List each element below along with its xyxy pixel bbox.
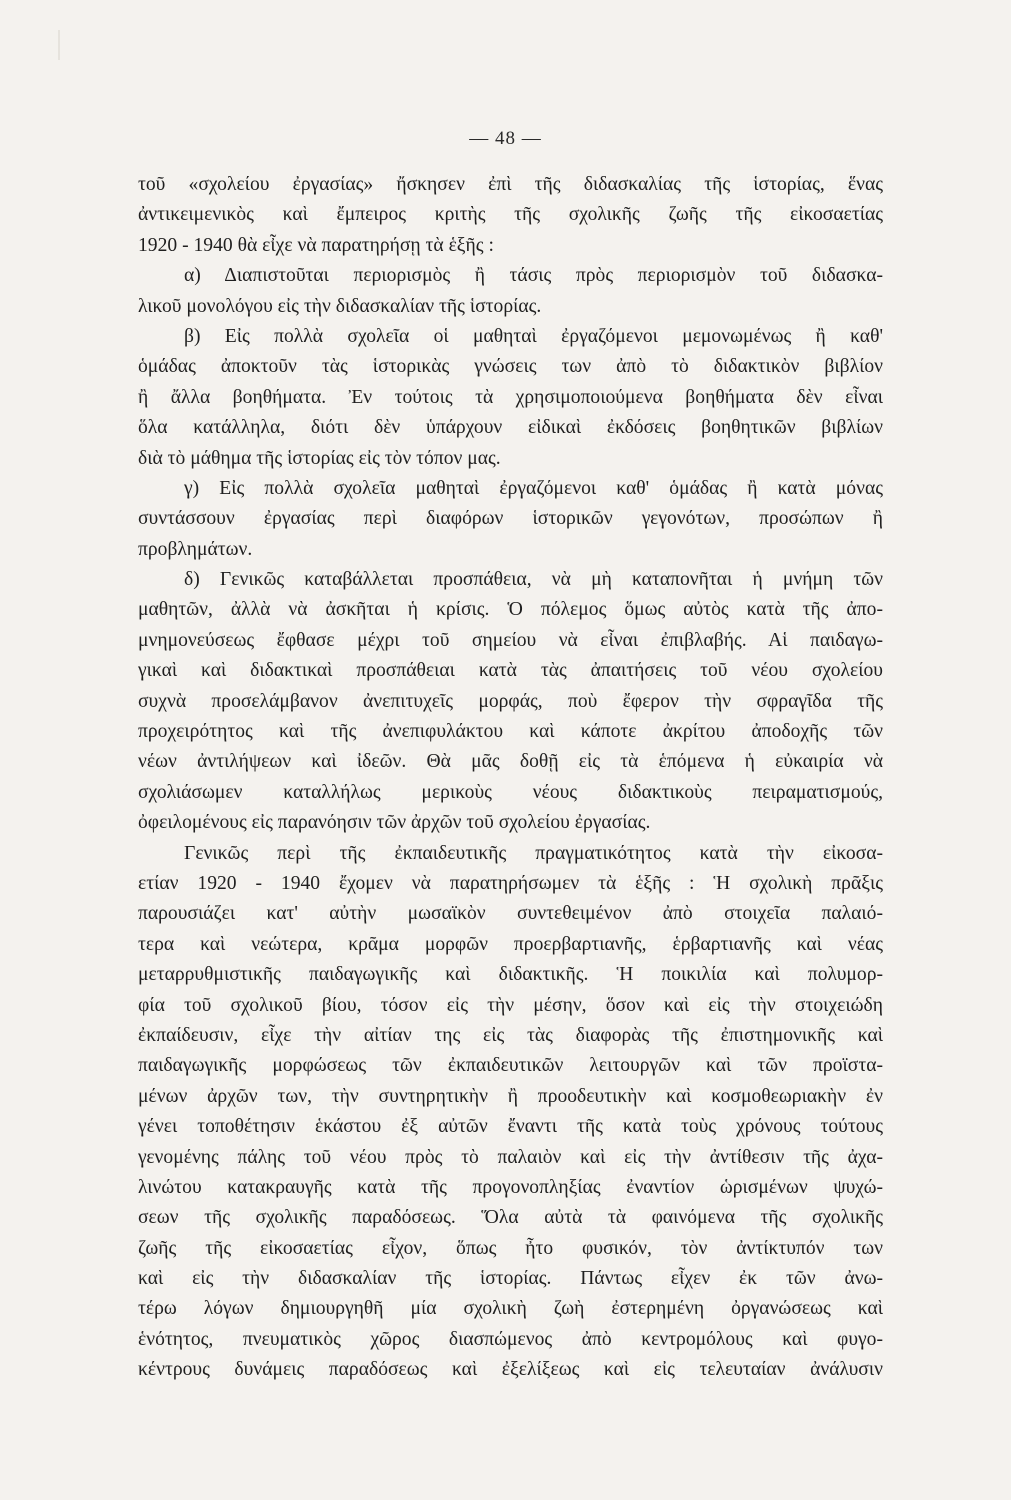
- text-line: β) Εἰς πολλὰ σχολεῖα οἱ μαθηταὶ ἐργαζόμενοι μεμονωμένως ἢ καθ': [184, 325, 883, 347]
- text-line: καὶ εἰς τὴν διδασκαλίαν τῆς ἱστορίας. Πάντως εἶχεν ἐκ τῶν ἀνω-: [138, 1268, 883, 1290]
- text-line: ὁμάδας ἀποκτοῦν τὰς ἱστορικὰς γνώσεις των ἀπὸ τὸ διδακτικὸν βιβλίον: [138, 356, 883, 378]
- scan-artifact: [58, 30, 60, 60]
- text-line: ἀντικειμενικὸς καὶ ἔμπειρος κριτὴς τῆς σχολικῆς ζωῆς τῆς εἰκοσαετίας: [138, 204, 883, 226]
- text-line: προβλημάτων.: [138, 538, 253, 560]
- text-line: λικοῦ μονολόγου εἰς τὴν διδασκαλίαν τῆς ἱστορίας.: [138, 295, 542, 317]
- text-line: κέντρους δυνάμεις παραδόσεως καὶ ἐξελίξεως καὶ εἰς τελευταίαν ἀνάλυσιν: [138, 1359, 883, 1381]
- text-line: προχειρότητος καὶ τῆς ἀνεπιφυλάκτου καὶ κάποτε ἀκρίτου ἀποδοχῆς τῶν: [138, 721, 883, 743]
- body-text: [138, 170, 883, 1386]
- text-line: φία τοῦ σχολικοῦ βίου, τόσον εἰς τὴν μέσην, ὅσον καὶ εἰς τὴν στοιχειώδη: [138, 994, 883, 1016]
- text-line: τοῦ «σχολείου ἐργασίας» ἤσκησεν ἐπὶ τῆς διδασκαλίας τῆς ἱστορίας, ἕνας: [138, 174, 883, 195]
- text-line: ἢ ἄλλα βοηθήματα. Ἐν τούτοις τὰ χρησιμοποιούμενα βοηθήματα δὲν εἶναι: [138, 386, 883, 408]
- text-line: γένει τοποθέτησιν ἑκάστου ἐξ αὐτῶν ἔναντι τῆς κατὰ τοὺς χρόνους τούτους: [138, 1116, 883, 1138]
- text-line: σεων τῆς σχολικῆς παραδόσεως. Ὅλα αὐτὰ τὰ φαινόμενα τῆς σχολικῆς: [138, 1207, 883, 1229]
- text-line: ὅλα κατάλληλα, διότι δὲν ὑπάρχουν εἰδικαὶ ἐκδόσεις βοηθητικῶν βιβλίων: [138, 417, 883, 439]
- text-line: γ) Εἰς πολλὰ σχολεῖα μαθηταὶ ἐργαζόμενοι καθ' ὁμάδας ἢ κατὰ μόνας: [184, 477, 883, 499]
- text-line: 1920 - 1940 θὰ εἶχε νὰ παρατηρήσῃ τὰ ἑξῆς :: [138, 234, 494, 256]
- text-line: γενομένης πάλης τοῦ νέου πρὸς τὸ παλαιὸν καὶ εἰς τὴν ἀντίθεσιν τῆς ἀχα-: [138, 1146, 883, 1168]
- text-line: α) Διαπιστοῦται περιορισμὸς ἢ τάσις πρὸς περιορισμὸν τοῦ διδασκα-: [184, 265, 883, 287]
- text-line: συχνὰ προσελάμβανον ἀνεπιτυχεῖς μορφάς, ποὺ ἔφερον τὴν σφραγῖδα τῆς: [138, 690, 883, 712]
- text-line: μαθητῶν, ἀλλὰ νὰ ἀσκῆται ἡ κρίσις. Ὁ πόλεμος ὅμως αὐτὸς κατὰ τῆς ἀπο-: [138, 599, 883, 621]
- text-line: συντάσσουν ἐργασίας περὶ διαφόρων ἱστορικῶν γεγονότων, προσώπων ἢ: [138, 508, 883, 530]
- text-line: παρουσιάζει κατ' αὐτὴν μωσαϊκὸν συντεθειμένον ἀπὸ στοιχεῖα παλαιό-: [138, 903, 883, 925]
- text-line: ἐκπαίδευσιν, εἶχε τὴν αἰτίαν της εἰς τὰς διαφορὰς τῆς ἐπιστημονικῆς καὶ: [138, 1024, 883, 1046]
- text-line: διὰ τὸ μάθημα τῆς ἱστορίας εἰς τὸν τόπον μας.: [138, 447, 501, 469]
- text-line: γικαὶ καὶ διδακτικαὶ προσπάθειαι κατὰ τὰς ἀπαιτήσεις τοῦ νέου σχολείου: [138, 660, 883, 682]
- text-line: ὀφειλομένους εἰς παρανόησιν τῶν ἀρχῶν τοῦ σχολείου ἐργασίας.: [138, 812, 651, 834]
- text-line: λινώτου κατακραυγῆς κατὰ τῆς προγονοπληξίας ἐναντίον ὡρισμένων ψυχώ-: [138, 1176, 883, 1198]
- text-line: τερα καὶ νεώτερα, κρᾶμα μορφῶν προερβαρτιανῆς, ἑρβαρτιανῆς καὶ νέας: [138, 933, 883, 955]
- text-line: μνημονεύσεως ἔφθασε μέχρι τοῦ σημείου νὰ εἶναι ἐπιβλαβής. Αἱ παιδαγω-: [138, 629, 883, 651]
- page-number: — 48 —: [469, 128, 542, 149]
- text-line: Γενικῶς περὶ τῆς ἐκπαιδευτικῆς πραγματικότητος κατὰ τὴν εἰκοσα-: [184, 842, 883, 864]
- text-line: μεταρρυθμιστικῆς παιδαγωγικῆς καὶ διδακτικῆς. Ἡ ποικιλία καὶ πολυμορ-: [138, 964, 883, 986]
- text-line: δ) Γενικῶς καταβάλλεται προσπάθεια, νὰ μὴ καταπονῆται ἡ μνήμη τῶν: [184, 569, 883, 591]
- text-line: σχολιάσωμεν καταλλήλως μερικοὺς νέους διδακτικοὺς πειραματισμούς,: [138, 781, 883, 803]
- text-line: μένων ἀρχῶν των, τὴν συντηρητικὴν ἢ προοδευτικὴν καὶ κοσμοθεωριακὴν ἐν: [138, 1085, 883, 1107]
- text-line: ζωῆς τῆς εἰκοσαετίας εἶχον, ὅπως ἦτο φυσικόν, τὸν ἀντίκτυπόν των: [138, 1237, 883, 1259]
- text-line: τέρω λόγων δημιουργηθῆ μία σχολικὴ ζωὴ ἐστερημένη ὀργανώσεως καὶ: [138, 1298, 883, 1320]
- text-line: παιδαγωγικῆς μορφώσεως τῶν ἐκπαιδευτικῶν λειτουργῶν καὶ τῶν προϊστα-: [138, 1055, 883, 1077]
- text-line: ἑνότητος, πνευματικὸς χῶρος διασπώμενος ἀπὸ κεντρομόλους καὶ φυγο-: [138, 1328, 883, 1350]
- text-line: ετίαν 1920 - 1940 ἔχομεν νὰ παρατηρήσωμεν τὰ ἑξῆς : Ἡ σχολικὴ πρᾶξις: [138, 872, 883, 894]
- text-line: νέων ἀντιλήψεων καὶ ἰδεῶν. Θὰ μᾶς δοθῇ εἰς τὰ ἑπόμενα ἡ εὐκαιρία νὰ: [138, 751, 883, 773]
